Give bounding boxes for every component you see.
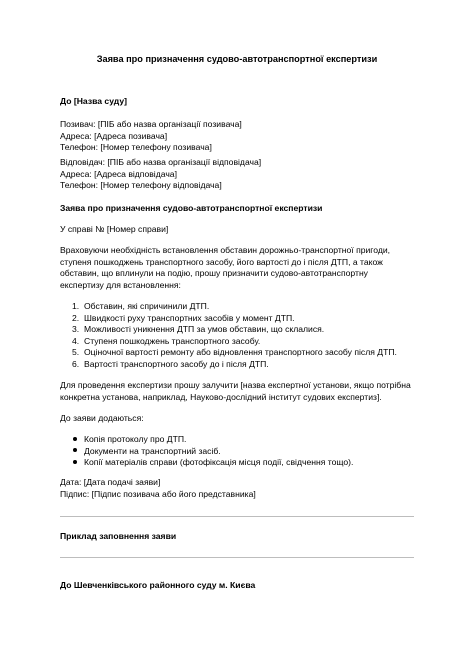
section-heading: Заява про призначення судово-автотранспортної експертизи [60, 203, 323, 213]
list-item [60, 336, 414, 348]
example-heading: Приклад заповнення заяви [60, 531, 177, 541]
intro-paragraph [60, 245, 414, 291]
attachments-list [60, 434, 414, 469]
list-item-text: Можливості уникнення ДТП за умов обставин, що склалися. [84, 324, 325, 335]
intro-line: Враховуючи необхідність встановлення обставин дорожньо-транспортної пригоди, [60, 245, 391, 255]
intro-line: ступеня пошкоджень транспортного засобу, його вартості до і після ДТП, а також [60, 256, 383, 267]
list-item-text: Копія протоколу про ДТП. [84, 434, 187, 444]
defendant-phone: Телефон: [Номер телефону відповідача] [60, 180, 222, 191]
expert-line: Для проведення експертизи прошу залучити [назва експертної установи, якщо потрібна [60, 380, 411, 390]
plaintiff-block [60, 119, 414, 154]
list-number: 4. [72, 335, 80, 346]
signature-line: Підпис: [Підпис позивача або його представника] [60, 488, 256, 499]
bullet-icon [73, 446, 77, 458]
divider [60, 516, 414, 517]
list-number: 5. [72, 347, 80, 358]
list-item-text: Документи на транспортний засіб. [84, 445, 221, 456]
court-addressee: До [Назва суду] [60, 96, 127, 106]
expert-paragraph [60, 380, 414, 403]
plaintiff-phone: Телефон: [Номер телефону позивача] [60, 142, 212, 153]
list-number: 2. [72, 312, 80, 323]
list-item [60, 347, 414, 359]
list-item-text: Оціночної вартості ремонту або відновлення транспортного засобу після ДТП. [84, 347, 397, 358]
list-item [60, 301, 414, 313]
list-item [60, 434, 414, 446]
expert-line: конкретна установа, наприклад, Науково-дослідний інститут судових експертиз]. [60, 391, 382, 402]
bullet-icon [73, 457, 77, 469]
list-item-text: Швидкості руху транспортних засобів у момент ДТП. [84, 312, 295, 323]
list-item [60, 446, 414, 458]
intro-line: експертизу для встановлення: [60, 279, 181, 290]
list-item-text: Ступеня пошкоджень транспортного засобу. [84, 335, 261, 346]
defendant-name: Відповідач: [ПІБ або назва організації відповідача] [60, 157, 262, 167]
intro-line: обставин, що вплинули на подію, прошу призначити судово-автотранспортну [60, 268, 368, 279]
case-number: У справі № [Номер справи] [60, 224, 169, 234]
list-item [60, 457, 414, 469]
questions-list [60, 301, 414, 371]
signature-block [60, 477, 414, 500]
list-item [60, 324, 414, 336]
list-item [60, 313, 414, 325]
list-item-text: Обставин, які спричинили ДТП. [84, 301, 210, 311]
list-item-text: Копії матеріалів справи (фотофіксація місця події, свідчення тощо). [84, 457, 354, 468]
defendant-address: Адреса: [Адреса відповідача] [60, 168, 177, 179]
document-title: Заява про призначення судово-автотранспортної експертизи [96, 54, 378, 64]
example-court: До Шевченківського районного суду м. Києва [60, 580, 256, 590]
bullet-icon [73, 434, 77, 446]
list-item [60, 359, 414, 371]
plaintiff-address: Адреса: [Адреса позивача] [60, 130, 168, 141]
plaintiff-name: Позивач: [ПІБ або назва організації позивача] [60, 119, 242, 129]
divider [60, 557, 414, 558]
attachments-label: До заяви додаються: [60, 413, 144, 423]
defendant-block [60, 157, 414, 192]
date-line: Дата: [Дата подачі заяви] [60, 477, 161, 487]
list-number: 6. [72, 358, 80, 369]
list-number: 1. [72, 301, 80, 311]
list-number: 3. [72, 324, 80, 335]
list-item-text: Вартості транспортного засобу до і після ДТП. [84, 358, 269, 369]
